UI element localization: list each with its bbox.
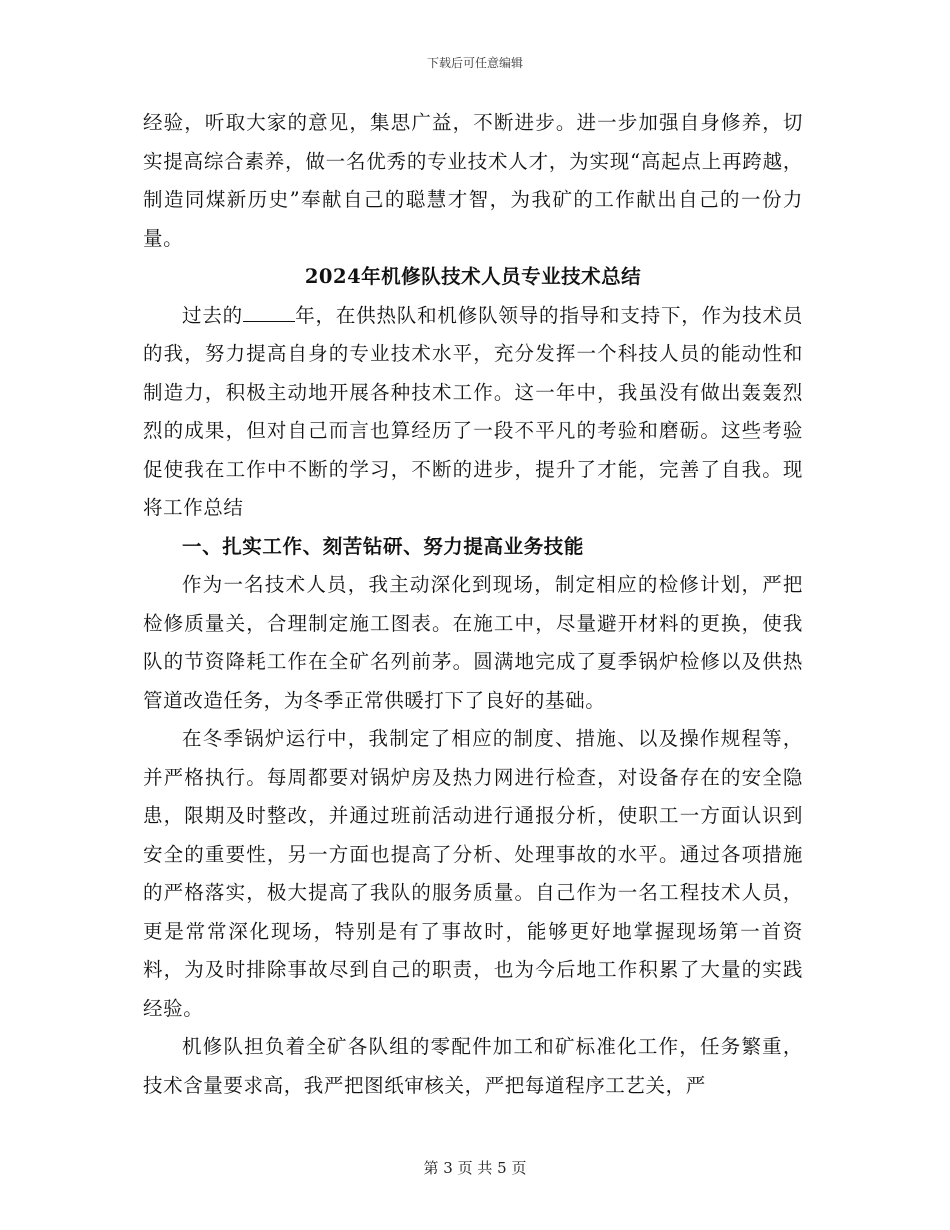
paragraph-4: 机修队担负着全矿各队组的零配件加工和矿标准化工作，任务繁重，技术含量要求高，我严把图纸审核关，严把每道程序工艺关，严	[143, 1035, 803, 1097]
paragraph-1-rest: 年，在供热队和机修队领导的指导和支持下，作为技术员的我，努力提高自身的专业技术水平，充分发挥一个科技人员的能动性和制造力，积极主动地开展各种技术工作。这一年中，我虽没有做出轰轰烈烈的成果，但对自己而言也算经历了一段不平凡的考验和磨砺。这些考验促使我在工作中不断的学习，不断的进步，提升了才能，完善了自我。现将工作总结	[143, 303, 803, 519]
page-header: 下载后可任意编辑	[426, 56, 523, 70]
page-number: 第 3 页 共 5 页	[423, 1159, 527, 1177]
paragraph-2: 作为一名技术人员，我主动深化到现场，制定相应的检修计划，严把检修质量关，合理制定施工图表。在施工中，尽量避开材料的更换，使我队的节资降耗工作在全矿名列前茅。圆满地完成了夏季锅炉检修以及供热管道改造任务，为冬季正常供暖打下了良好的基础。	[143, 573, 803, 712]
section-1-heading: 一、扎实工作、刻苦钻研、努力提高业务技能	[182, 534, 585, 558]
intro-paragraph: 经验，听取大家的意见，集思广益，不断进步。进一步加强自身修养，切实提高综合素养，做一名优秀的专业技术人才，为实现“高起点上再跨越，制造同煤新历史”奉献自己的聪慧才智，为我矿的工作献出自己的一份力量。	[143, 111, 803, 250]
paragraph-1	[143, 297, 803, 528]
paragraph-3: 在冬季锅炉运行中，我制定了相应的制度、措施、以及操作规程等，并严格执行。每周都要对锅炉房及热力网进行检查，对设备存在的安全隐患，限期及时整改，并通过班前活动进行通报分析，使职工一方面认识到安全的重要性，另一方面也提高了分析、处理事故的水平。通过各项措施的严格落实，极大提高了我队的服务质量。自己作为一名工程技术人员，更是常常深化现场，特别是有了事故时，能够更好地掌握现场第一首资料，为及时排除事故尽到自己的职责，也为今后地工作积累了大量的实践经验。	[143, 727, 803, 1020]
document-body	[143, 104, 803, 1105]
fill-in-blank	[243, 303, 295, 322]
document-title: 2024年机修队技术人员专业技术总结	[304, 265, 642, 288]
paragraph-1-start: 过去的	[182, 303, 243, 327]
